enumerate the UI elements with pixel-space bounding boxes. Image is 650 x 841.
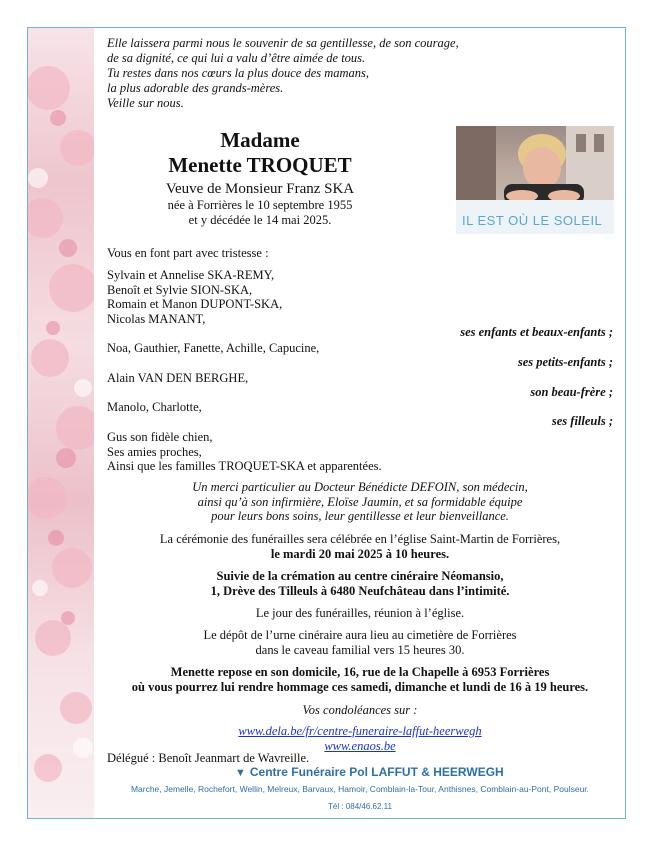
- children-label: ses enfants et beaux-enfants ;: [460, 325, 613, 339]
- funeral-home-name: ▼ Centre Funéraire Pol LAFFUT & HEERWEGH: [235, 765, 504, 779]
- birth-date: née à Forrières le 10 septembre 1955: [167, 198, 353, 212]
- triangle-down-icon: ▼: [235, 767, 246, 779]
- brother-in-law: Alain VAN DEN BERGHE,: [107, 371, 249, 385]
- photo-sign-text: IL EST OÙ LE SOLEIL: [462, 213, 603, 228]
- meeting-text: Le jour des funérailles, réunion à l’église.: [255, 606, 465, 620]
- list-item: Nicolas MANANT,: [107, 311, 206, 326]
- poem-line: la plus adorable des grands-mères.: [107, 81, 284, 95]
- poem-line: Elle laissera parmi nous le souvenir de sa gentillesse, de son courage,: [107, 36, 459, 50]
- delegate-text: Délégué : Benoît Jeanmart de Wavreille.: [107, 751, 310, 765]
- list-item: Gus son fidèle chien,: [107, 430, 213, 444]
- death-date: et y décédée le 14 mai 2025.: [188, 212, 332, 227]
- rest-line: où vous pourrez lui rendre hommage ces samedi, dimanche et lundi de 16 à 19 heures.: [131, 679, 589, 694]
- urn-line: Le dépôt de l’urne cinéraire aura lieu au cimetière de Forrières: [203, 628, 517, 642]
- list-item: Benoît et Sylvie SION-SKA,: [107, 282, 253, 297]
- deceased-block: [110, 128, 410, 227]
- thanks-line: pour leurs bons soins, leur gentillesse et leur bienveillance.: [211, 509, 509, 523]
- deceased-name: Menette TROQUET: [168, 153, 352, 177]
- list-item: Sylvain et Annelise SKA-REMY,: [107, 268, 275, 282]
- funeral-home-phone: Tél : 084/46.62.11: [328, 802, 392, 811]
- poem-line: Veille sur nous.: [107, 96, 184, 110]
- thanks-line: Un merci particulier au Docteur Bénédicte DEFOIN, son médecin,: [192, 480, 528, 494]
- children-list: [107, 268, 282, 326]
- widow-of: Veuve de Monsieur Franz SKA: [165, 181, 355, 197]
- thanks-line: ainsi qu’à son infirmière, Eloïse Jaumin, et sa formidable équipe: [197, 494, 523, 509]
- funeral-home-towns: Marche, Jemelle, Rochefort, Wellin, Melreux, Barvaux, Hamoir, Comblain-la-Tour, Anthisnes, Comblain-au-Pont, Poulseur.: [130, 784, 590, 794]
- poem-line: Tu restes dans nos cœurs la plus douce des mamans,: [107, 66, 370, 80]
- rest-block: [107, 665, 613, 694]
- cherry-blossom-strip: [28, 28, 94, 818]
- ceremony-date: le mardi 20 mai 2025 à 10 heures.: [270, 546, 450, 561]
- poem: [107, 36, 613, 111]
- portrait-photo: [456, 126, 614, 234]
- urn-block: [107, 628, 613, 657]
- grandchildren-label: ses petits-enfants ;: [517, 355, 613, 369]
- intro-text: Vous en font part avec tristesse :: [107, 246, 269, 260]
- cremation-block: [107, 569, 613, 598]
- godchildren: Manolo, Charlotte,: [107, 400, 202, 414]
- list-item: Ses amies proches,: [107, 444, 202, 459]
- others-list: [107, 430, 382, 474]
- ceremony-block: [107, 532, 613, 561]
- list-item: Ainsi que les familles TROQUET-SKA et apparentées.: [107, 459, 382, 473]
- poem-line: de sa dignité, ce qui lui a valu d’être aimée de tous.: [107, 51, 366, 65]
- urn-line: dans le caveau familial vers 15 heures 30.: [255, 642, 465, 657]
- condolence-link-dela[interactable]: www.dela.be/fr/centre-funeraire-laffut-heerwegh: [238, 724, 482, 738]
- grandchildren: Noa, Gauthier, Fanette, Achille, Capucine,: [107, 341, 320, 355]
- condolence-links: [107, 724, 613, 753]
- brother-in-law-label: son beau-frère ;: [530, 385, 613, 399]
- cremation-line: Suivie de la crémation au centre cinéraire Néomansio,: [216, 569, 504, 583]
- godchildren-label: ses filleuls ;: [551, 414, 613, 428]
- rest-line: Menette repose en son domicile, 16, rue de la Chapelle à 6953 Forrières: [170, 665, 550, 679]
- condolence-link-enaos[interactable]: www.enaos.be: [324, 738, 396, 753]
- ceremony-line: La cérémonie des funérailles sera célébrée en l’église Saint-Martin de Forrières,: [159, 532, 561, 546]
- condolences-label: Vos condoléances sur :: [302, 703, 418, 717]
- thanks-block: [107, 480, 613, 524]
- salutation: Madame: [220, 128, 300, 152]
- list-item: Romain et Manon DUPONT-SKA,: [107, 297, 283, 311]
- cremation-address: 1, Drève des Tilleuls à 6480 Neufchâteau dans l’intimité.: [210, 583, 510, 598]
